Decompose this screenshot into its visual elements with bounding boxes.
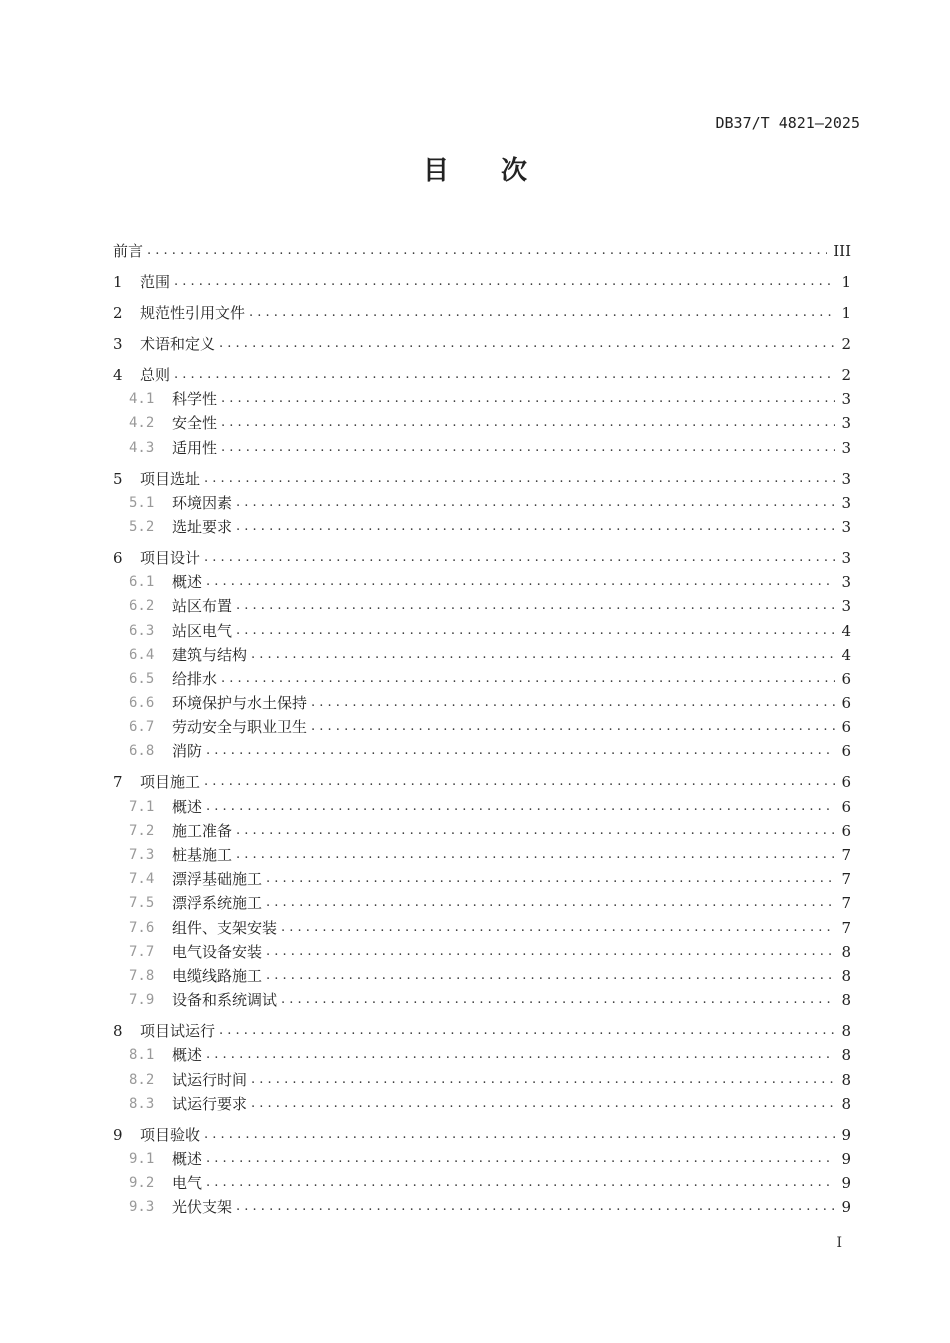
toc-entry-number: 2 — [113, 304, 123, 322]
toc-entry-page: III — [833, 242, 851, 260]
toc-entry[interactable] — [113, 438, 851, 458]
toc-entry-label: 选址要求 — [172, 517, 233, 536]
toc-entry[interactable] — [113, 621, 851, 641]
toc-entry-page: 9 — [841, 1125, 851, 1144]
toc-entry-label: 漂浮系统施工 — [172, 894, 263, 913]
toc-entry[interactable] — [113, 572, 851, 592]
toc-entry[interactable] — [113, 669, 851, 689]
toc-entry[interactable] — [113, 966, 851, 986]
toc-entry-page: 8 — [841, 942, 851, 961]
toc-entry-label: 总则 — [140, 366, 171, 384]
toc-leader-dots — [221, 389, 835, 409]
toc-entry-page: 3 — [841, 517, 851, 536]
toc-entry-number: 4.1 — [129, 391, 155, 408]
toc-leader-dots — [204, 772, 835, 792]
toc-entry-page: 8 — [841, 966, 851, 985]
toc-entry[interactable] — [113, 990, 851, 1010]
toc-entry[interactable] — [113, 893, 851, 913]
toc-entry-page: 6 — [841, 718, 851, 737]
toc-entry[interactable] — [113, 741, 851, 761]
toc-entry-label: 项目试运行 — [140, 1022, 216, 1041]
toc-entry-label: 安全性 — [172, 414, 218, 433]
toc-entry-label: 漂浮基础施工 — [172, 870, 263, 889]
toc-entry-label: 光伏支架 — [172, 1198, 233, 1217]
toc-entry-page: 7 — [841, 846, 851, 864]
page-title: 目次 — [422, 156, 579, 186]
toc-entry-label: 项目设计 — [140, 548, 201, 567]
toc-entry-page: 6 — [841, 742, 851, 761]
toc-entry[interactable] — [113, 334, 851, 354]
toc-leader-dots — [266, 869, 835, 889]
toc-entry-number: 4.3 — [129, 439, 155, 456]
toc-entry-page: 6 — [841, 797, 851, 816]
toc-entry-number: 6.7 — [129, 719, 155, 736]
toc-entry-label: 项目选址 — [140, 469, 201, 488]
toc-leader-dots — [221, 438, 835, 458]
toc-entry-page: 3 — [841, 414, 851, 433]
toc-leader-dots — [147, 241, 827, 261]
toc-entry-number: 8 — [113, 1022, 123, 1041]
toc-entry[interactable] — [113, 1045, 851, 1065]
toc-leader-dots — [221, 669, 835, 689]
toc-entry-page: 8 — [841, 1022, 851, 1041]
toc-entry-label: 项目验收 — [140, 1125, 201, 1144]
toc-entry-number: 7.1 — [129, 798, 155, 815]
toc-entry-page: 8 — [841, 1094, 851, 1113]
toc-leader-dots — [221, 413, 835, 433]
toc-entry-number: 6 — [113, 548, 123, 567]
toc-leader-dots — [206, 1045, 835, 1065]
toc-leader-dots — [236, 517, 835, 537]
toc-leader-dots — [219, 1021, 835, 1041]
toc-entry-label: 概述 — [172, 573, 203, 592]
toc-entry[interactable] — [113, 1173, 851, 1193]
toc-leader-dots — [236, 596, 835, 616]
toc-entry-label: 概述 — [172, 797, 203, 816]
toc-entry-page: 8 — [841, 1046, 851, 1065]
toc-entry-number: 4 — [113, 366, 123, 384]
toc-entry-number: 8.3 — [129, 1095, 155, 1112]
toc-entry-label: 电气设备安装 — [172, 942, 263, 961]
toc-leader-dots — [174, 272, 835, 292]
toc-entry-number: 6.2 — [129, 598, 155, 615]
toc-leader-dots — [206, 797, 835, 817]
toc-entry-label: 站区电气 — [172, 621, 233, 640]
toc-leader-dots — [249, 303, 835, 323]
toc-leader-dots — [236, 821, 835, 841]
toc-entry-number: 5.2 — [129, 518, 155, 535]
toc-entry-label: 科学性 — [172, 390, 218, 409]
toc-entry-page: 3 — [841, 548, 851, 567]
toc-entry-label: 规范性引用文件 — [140, 304, 246, 322]
toc-entry-number: 8.1 — [129, 1047, 155, 1064]
toc-entry-label: 消防 — [172, 742, 203, 761]
toc-leader-dots — [204, 469, 835, 489]
toc-leader-dots — [204, 548, 835, 568]
toc-entry-page: 9 — [841, 1174, 851, 1193]
toc-entry-number: 7 — [113, 773, 123, 792]
toc-leader-dots — [251, 645, 835, 665]
toc-entry-number: 7.2 — [129, 822, 155, 839]
toc-leader-dots — [206, 1173, 835, 1193]
toc-entry-page: 1 — [841, 273, 851, 291]
toc-entry-page: 4 — [841, 645, 851, 664]
toc-entry-number: 8.2 — [129, 1071, 155, 1088]
toc-leader-dots — [236, 845, 835, 865]
toc-leader-dots — [266, 942, 835, 962]
toc-entry[interactable] — [113, 548, 851, 568]
toc-entry-label: 给排水 — [172, 669, 218, 688]
toc-entry[interactable] — [113, 645, 851, 665]
toc-entry-page: 3 — [841, 573, 851, 592]
toc-entry-number: 9.3 — [129, 1199, 155, 1216]
toc-leader-dots — [251, 1070, 835, 1090]
toc-leader-dots — [266, 893, 835, 913]
toc-entry[interactable] — [113, 772, 851, 792]
toc-entry[interactable] — [113, 1094, 851, 1114]
toc-entry-page: 2 — [841, 335, 851, 353]
toc-entry[interactable] — [113, 596, 851, 616]
toc-entry-number: 4.2 — [129, 415, 155, 432]
toc-entry[interactable] — [113, 303, 851, 323]
toc-entry[interactable] — [113, 469, 851, 489]
toc-entry[interactable] — [113, 717, 851, 737]
toc-leader-dots — [206, 741, 835, 761]
toc-entry-number: 6.8 — [129, 743, 155, 760]
toc-leader-dots — [236, 621, 835, 641]
toc-entry-label: 试运行时间 — [172, 1070, 248, 1089]
toc-entry-number: 5.1 — [129, 494, 155, 511]
toc-entry-number: 7.7 — [129, 943, 155, 960]
toc-leader-dots — [174, 365, 835, 385]
toc-entry[interactable] — [113, 845, 851, 865]
toc-entry-page: 7 — [841, 870, 851, 889]
toc-entry-number: 7.5 — [129, 895, 155, 912]
toc-entry-number: 9.2 — [129, 1175, 155, 1192]
toc-entry-number: 7.6 — [129, 919, 155, 936]
toc-entry[interactable] — [113, 1149, 851, 1169]
toc-entry-label: 设备和系统调试 — [172, 991, 278, 1010]
toc-entry-label: 组件、支架安装 — [172, 918, 278, 937]
toc-entry-label: 概述 — [172, 1149, 203, 1168]
toc-entry-number: 6.4 — [129, 646, 155, 663]
toc-entry-page: 6 — [841, 773, 851, 792]
toc-entry-label: 桩基施工 — [172, 846, 233, 864]
toc-leader-dots — [206, 1149, 835, 1169]
toc-entry[interactable] — [113, 389, 851, 409]
toc-entry[interactable] — [113, 1197, 851, 1217]
toc-entry-page: 1 — [841, 304, 851, 322]
toc-entry-number: 9 — [113, 1125, 123, 1144]
toc-entry-number: 6.3 — [129, 622, 155, 639]
toc-entry-page: 7 — [841, 894, 851, 913]
toc-entry-page: 6 — [841, 694, 851, 713]
toc-entry-page: 6 — [841, 669, 851, 688]
toc-entry-page: 7 — [841, 918, 851, 937]
toc-leader-dots — [206, 572, 835, 592]
toc-entry[interactable] — [113, 918, 851, 938]
toc-entry-page: 9 — [841, 1198, 851, 1217]
toc-entry-number: 9.1 — [129, 1150, 155, 1167]
toc-leader-dots — [204, 1125, 835, 1145]
toc-entry-number: 1 — [113, 273, 123, 291]
toc-entry[interactable] — [113, 942, 851, 962]
toc-entry-number: 6.5 — [129, 670, 155, 687]
toc-entry-label: 范围 — [140, 273, 171, 291]
toc-leader-dots — [251, 1094, 835, 1114]
toc-entry-number: 3 — [113, 335, 123, 353]
toc-entry-label: 施工准备 — [172, 821, 233, 840]
toc-entry-label: 前言 — [113, 242, 144, 260]
document-code: DB37/T 4821—2025 — [715, 114, 860, 132]
toc-entry[interactable] — [113, 365, 851, 385]
toc-entry[interactable] — [113, 517, 851, 537]
toc-leader-dots — [219, 334, 835, 354]
toc-entry-page: 2 — [841, 366, 851, 384]
toc-entry-label: 适用性 — [172, 438, 218, 457]
toc-entry-number: 6.6 — [129, 695, 155, 712]
toc-entry-label: 电缆线路施工 — [172, 966, 263, 985]
toc-entry-label: 环境因素 — [172, 493, 233, 512]
toc-entry-page: 3 — [841, 390, 851, 409]
toc-entry-number: 5 — [113, 469, 123, 488]
toc-entry-label: 概述 — [172, 1046, 203, 1065]
toc-entry-page: 6 — [841, 821, 851, 840]
toc-entry-number: 7.4 — [129, 871, 155, 888]
toc-entry-page: 3 — [841, 438, 851, 457]
toc-leader-dots — [236, 493, 835, 513]
toc-entry-label: 术语和定义 — [140, 335, 216, 353]
toc-entry-number: 7.9 — [129, 992, 155, 1009]
toc-entry-label: 劳动安全与职业卫生 — [172, 718, 308, 737]
toc-entry-label: 站区布置 — [172, 597, 233, 616]
toc-entry-page: 8 — [841, 991, 851, 1010]
toc-entry-number: 6.1 — [129, 574, 155, 591]
toc-entry[interactable] — [113, 797, 851, 817]
toc-entry[interactable] — [113, 869, 851, 889]
toc-entry[interactable] — [113, 821, 851, 841]
toc-leader-dots — [266, 966, 835, 986]
toc-entry-label: 电气 — [172, 1174, 203, 1193]
toc-entry-page: 3 — [841, 469, 851, 488]
toc-entry[interactable] — [113, 1125, 851, 1145]
toc-entry[interactable] — [113, 413, 851, 433]
toc-leader-dots — [236, 1197, 835, 1217]
toc-leader-dots — [311, 693, 835, 713]
page-number: I — [836, 1235, 842, 1251]
toc-entry[interactable] — [113, 1070, 851, 1090]
toc-leader-dots — [281, 918, 835, 938]
toc-entry-label: 项目施工 — [140, 773, 201, 792]
toc-entry[interactable] — [113, 493, 851, 513]
toc-leader-dots — [281, 990, 835, 1010]
toc-entry-page: 8 — [841, 1070, 851, 1089]
toc-entry[interactable] — [113, 272, 851, 292]
toc-entry-label: 建筑与结构 — [172, 645, 248, 664]
table-of-contents — [113, 237, 851, 1217]
toc-entry-page: 9 — [841, 1149, 851, 1168]
toc-entry-label: 试运行要求 — [172, 1094, 248, 1113]
toc-entry-page: 4 — [841, 621, 851, 640]
toc-leader-dots — [311, 717, 835, 737]
toc-entry[interactable] — [113, 241, 851, 261]
toc-entry-page: 3 — [841, 597, 851, 616]
toc-entry-label: 环境保护与水土保持 — [172, 694, 308, 713]
toc-entry-number: 7.8 — [129, 967, 155, 984]
toc-entry[interactable] — [113, 693, 851, 713]
toc-entry-number: 7.3 — [129, 847, 155, 863]
toc-entry-page: 3 — [841, 493, 851, 512]
toc-entry[interactable] — [113, 1021, 851, 1041]
